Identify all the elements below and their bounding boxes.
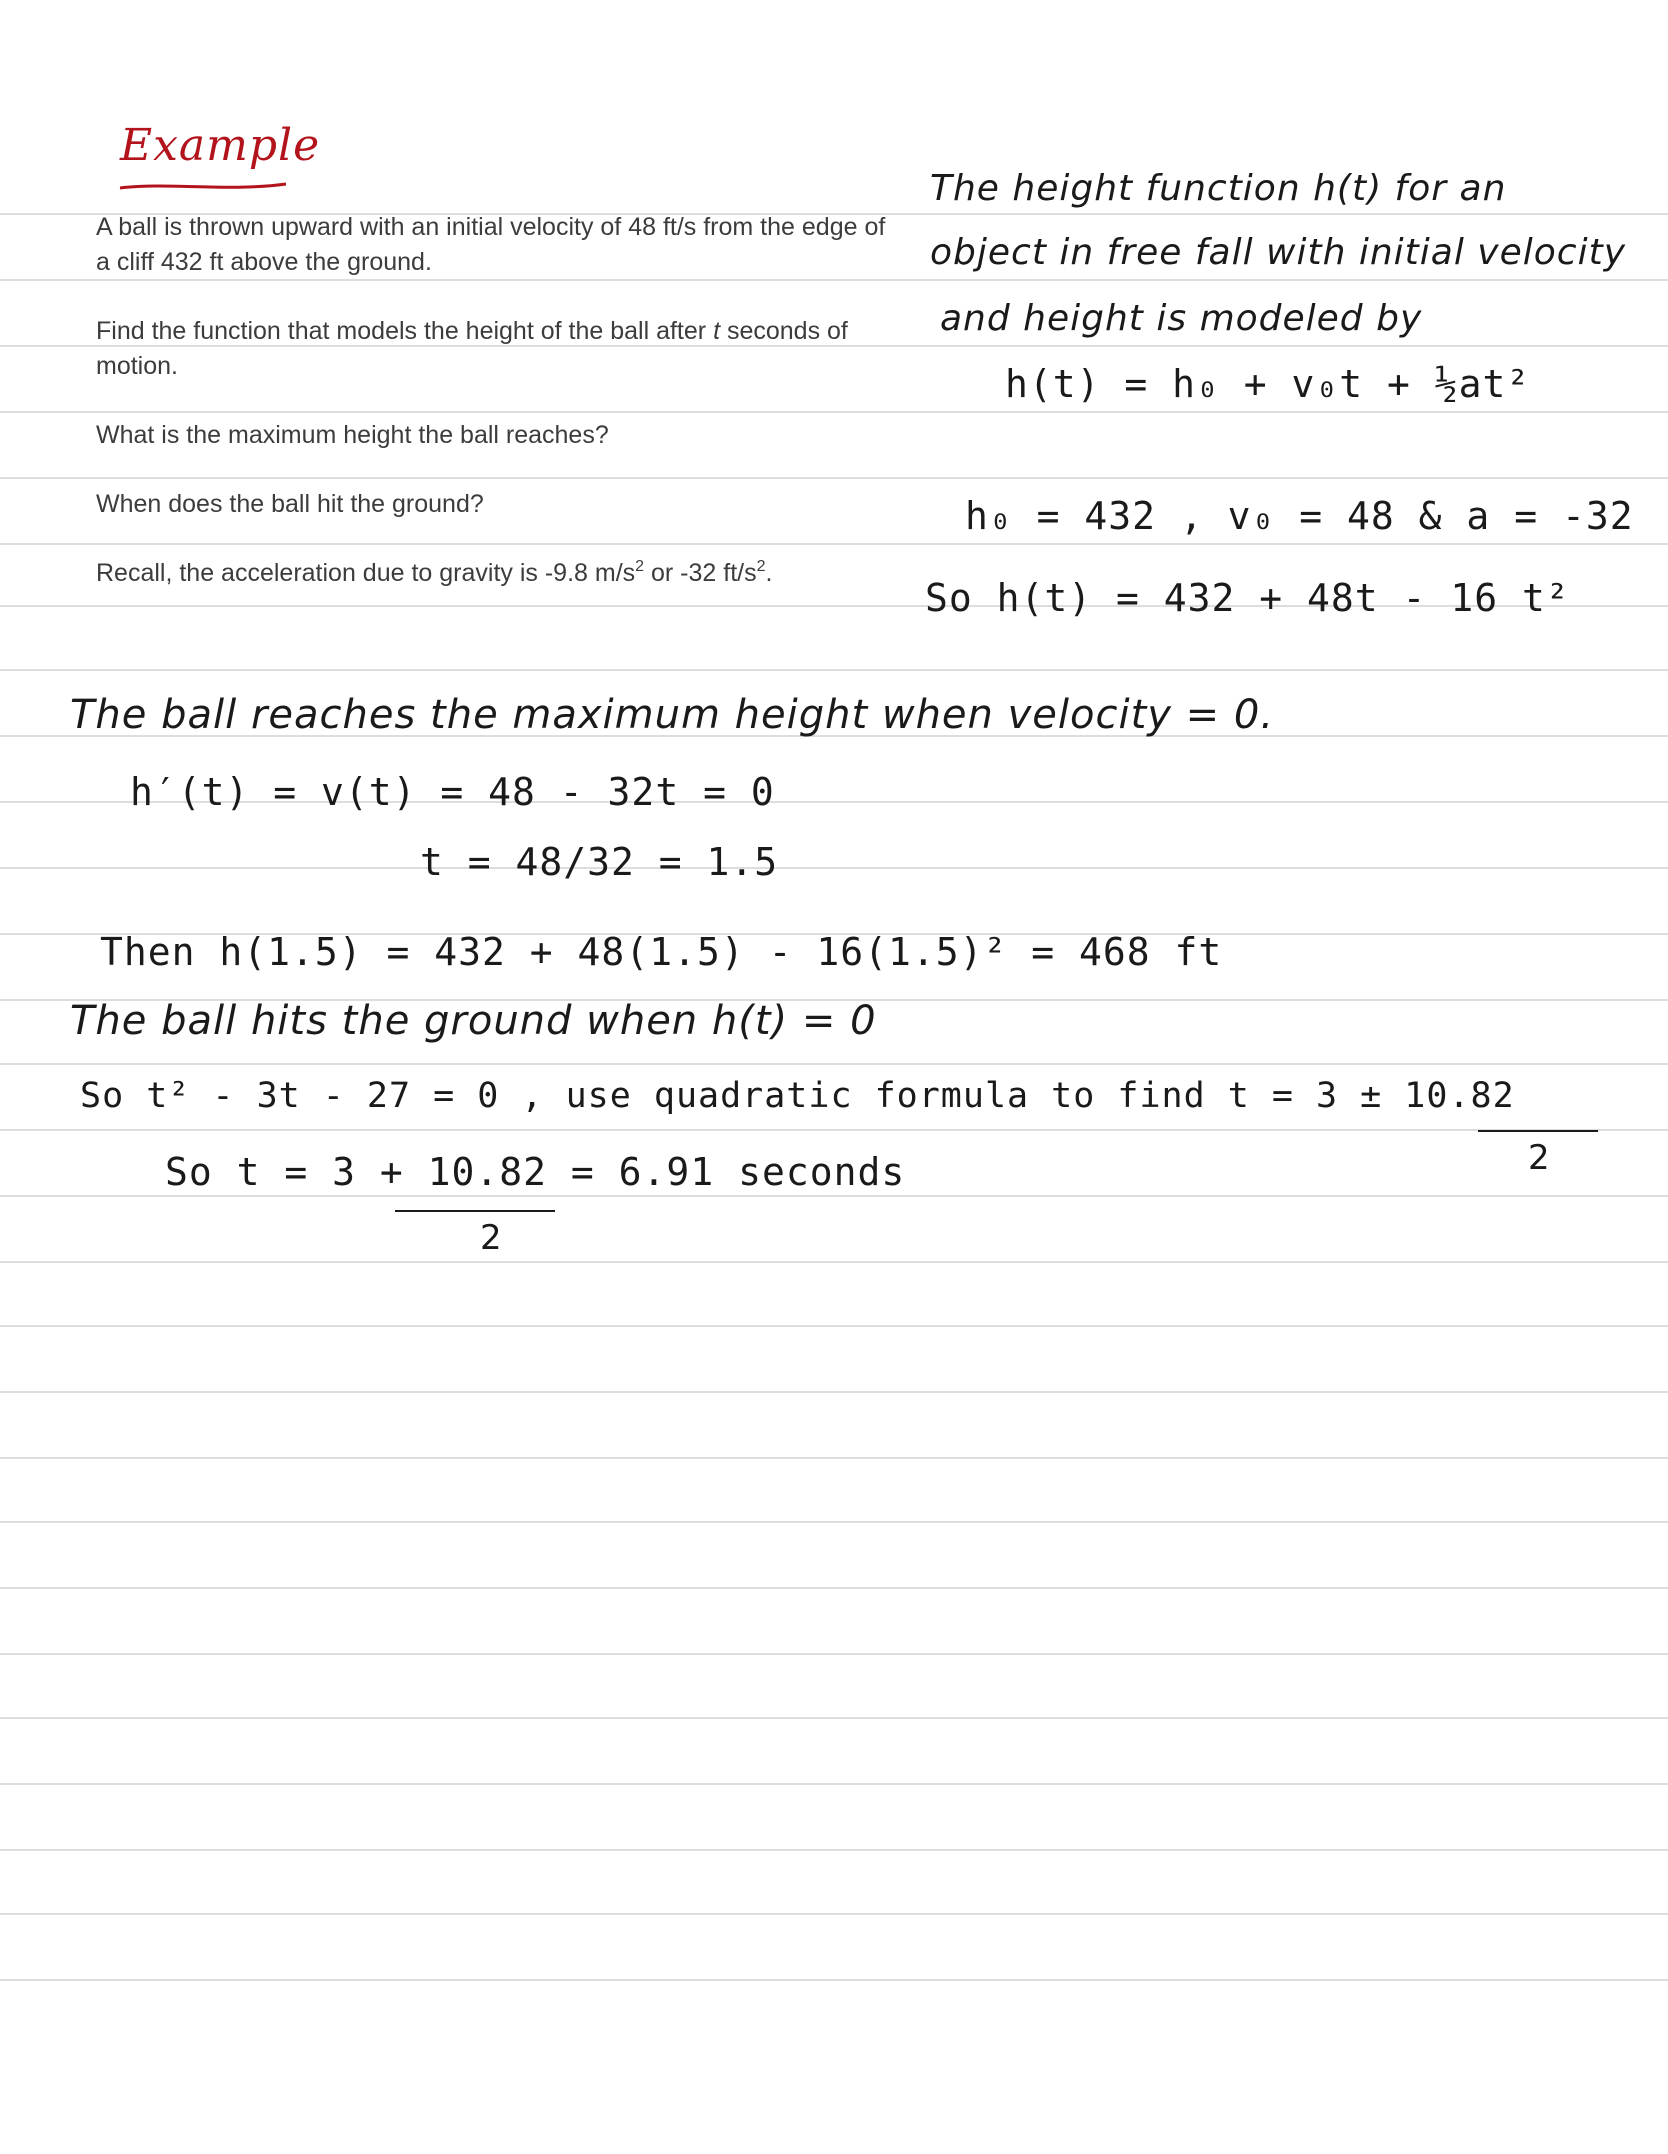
note-quadratic: So t² - 3t - 27 = 0 , use quadratic formula to find t = 3 ± 10.82 xyxy=(80,1076,1515,1116)
note-height-function-3: and height is modeled by xyxy=(940,298,1423,339)
note-max-height-value: Then h(1.5) = 432 + 48(1.5) - 16(1.5)² = 468 ft xyxy=(100,930,1223,974)
problem-question-ground: When does the ball hit the ground? xyxy=(96,490,484,518)
note-height-function-1: The height function h(t) for an xyxy=(930,168,1507,209)
note-height-formula: h(t) = h₀ + v₀t + ½at² xyxy=(1005,362,1531,406)
fraction-bar-final xyxy=(395,1210,555,1212)
note-height-function-2: object in free fall with initial velocity xyxy=(930,232,1626,273)
note-ground-condition: The ball hits the ground when h(t) = 0 xyxy=(70,998,877,1044)
note-derivative: h′(t) = v(t) = 48 - 32t = 0 xyxy=(130,770,775,814)
fraction-denominator-quadratic: 2 xyxy=(1528,1138,1550,1178)
note-max-height-condition: The ball reaches the maximum height when velocity = 0. xyxy=(70,692,1275,738)
title-underline xyxy=(118,178,288,194)
problem-question-function: Find the function that models the height of the ball after t seconds of motion. xyxy=(96,317,848,380)
note-final-time: So t = 3 + 10.82 = 6.91 seconds xyxy=(165,1150,906,1194)
fraction-denominator-final: 2 xyxy=(480,1218,502,1258)
example-title: Example xyxy=(120,120,321,171)
problem-statement xyxy=(96,210,886,625)
note-model-function: So h(t) = 432 + 48t - 16 t² xyxy=(925,576,1570,620)
problem-gravity-note: Recall, the acceleration due to gravity is -9.8 $m/s^2$ or -32 $ft/s^2$. xyxy=(96,558,773,587)
note-time-at-max: t = 48/32 = 1.5 xyxy=(420,840,779,884)
fraction-bar-quadratic xyxy=(1478,1130,1598,1132)
problem-given: A ball is thrown upward with an initial velocity of 48 ft/s from the edge of a cliff 432 ft above the ground. xyxy=(96,213,886,276)
problem-question-max-height: What is the maximum height the ball reaches? xyxy=(96,421,609,449)
note-initial-values: h₀ = 432 , v₀ = 48 & a = -32 xyxy=(965,494,1634,538)
